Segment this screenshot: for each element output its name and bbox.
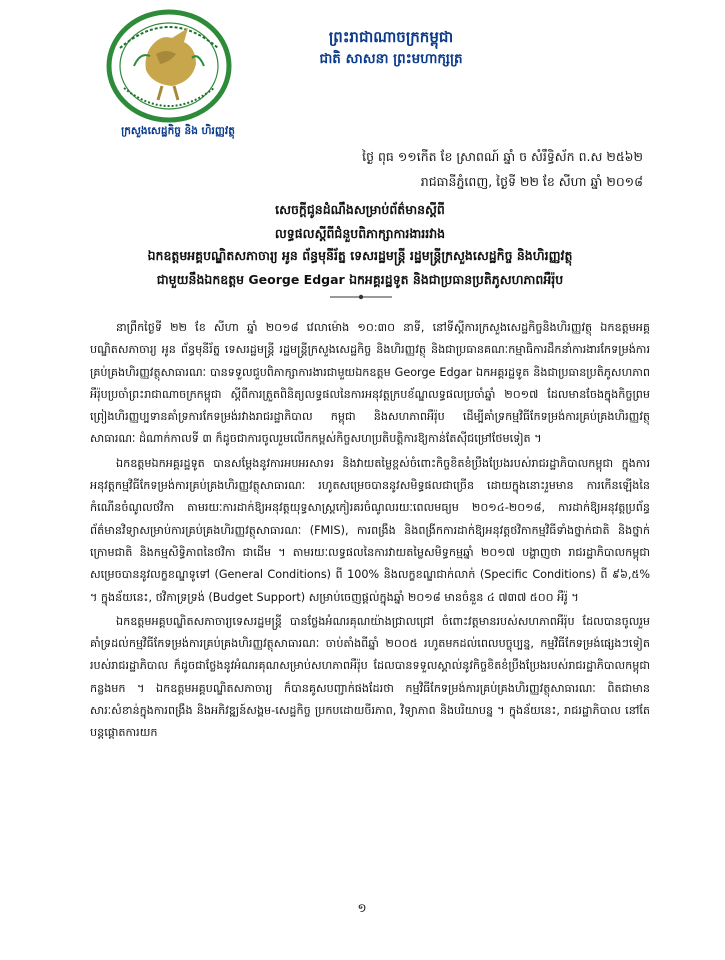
ministry-seal-logo — [100, 8, 238, 124]
title-line-1: សេចក្តីជូនដំណឹងសម្រាប់ព័ត៌មានស្តីពី — [275, 202, 445, 217]
title-line-4: ជាមួយនឹងឯកឧត្តម George Edgar ឯកអគ្គរដ្ឋទូត និងជាប្រធានប្រតិភូសហភាពអឺរ៉ុប — [156, 272, 564, 287]
ministry-name: ក្រសួងសេដ្ឋកិច្ច និង ហិរញ្ញវត្ថុ — [121, 125, 235, 137]
page-number: ១ — [357, 901, 367, 915]
paragraph-2: ឯកឧត្តមឯកអគ្គរដ្ឋទូត បានសម្តែងនូវការអបអរសាទរ និងវាយតម្លៃខ្ពស់ចំពោះកិច្ចខិតខំប្រឹងប្រែងរបស់រាជរដ្ឋាភិបាលកម្ពុជា ក្នុងការអនុវត្តកម្មវិធីកែទម្រង់ការគ្រប់គ្រងហិរញ្ញវត្ថុសាធារណៈ រហូតសម្រេចបាននូវសមិទ្ធផលជាច្រើន ដោយក្នុងនោះរួមមាន ការកើនឡើងនៃកំណើនចំណូលថវិកា តាមរយៈការដាក់ឱ្យអនុវត្តយុទ្ធសាស្ត្រកៀរគរចំណូលរយៈពេលមធ្យម ២០១៤-២០១៨, ការដាក់ឱ្យអនុវត្តប្រព័ន្ធព័ត៌មានវិទ្យាសម្រាប់ការគ្រប់គ្រងហិរញ្ញវត្ថុសាធារណៈ (FMIS), ការពង្រឹង និងពង្រីកការដាក់ឱ្យអនុវត្តថវិកាកម្មវិធីទាំងថ្នាក់ជាតិ និងថ្នាក់ក្រោមជាតិ និងកម្មសិទ្ធិភាពនៃថវិកា ជាដើម ។ តាមរយៈលទ្ធផលនៃការវាយតម្លៃសមិទ្ធកម្មឆ្នាំ ២០១៧ បង្ហាញថា រាជរដ្ឋាភិបាលកម្ពុជាសម្រេចបាននូវលក្ខខណ្ឌទូទៅ (General Conditions) ពី 100% និងលក្ខខណ្ឌជាក់លាក់ (Specific Conditions) ពី ៩៦,៥% ។ ក្នុងន័យនេះ, ថវិកាទ្រទ្រង់ (Budget Support) សម្រាប់ចេញផ្តល់ក្នុងឆ្នាំ ២០១៨ មានចំនួន ៤ ៧៣៧ ៥០០ អឺរ៉ូ ។ — [90, 456, 650, 604]
paragraph-3: ឯកឧត្តមអគ្គបណ្ឌិតសភាចារ្យទេសរដ្ឋមន្ត្រី បានថ្លែងអំណរគុណយ៉ាងជ្រាលជ្រៅ ចំពោះវត្តមានរបស់សហភាពអឺរ៉ុប ដែលបានចូលរួមគាំទ្រដល់កម្មវិធីកែទម្រង់ការគ្រប់គ្រងហិរញ្ញវត្ថុសាធារណៈ ចាប់តាំងពីឆ្នាំ ២០០៥ រហូតមកដល់ពេលបច្ចុប្បន្ន, កម្មវិធីកែទម្រង់ផ្សេងៗទៀតរបស់រាជរដ្ឋាភិបាល ក៏ដូចជាថ្លែងនូវអំណរគុណសម្រាប់សហភាពអឺរ៉ុប ដែលបានទទួលស្គាល់នូវកិច្ចខិតខំប្រឹងប្រែងរបស់រាជរដ្ឋាភិបាលកម្ពុជាកន្លងមក ។ ឯកឧត្តមអគ្គបណ្ឌិតសភាចារ្យ ក៏បានគូសបញ្ជាក់ផងដែរថា កម្មវិធីកែទម្រង់ការគ្រប់គ្រងហិរញ្ញវត្ថុសាធារណៈ ពិតជាមានសារៈសំខាន់ក្នុងការពង្រឹង និងអភិវឌ្ឍន៍សង្គម-សេដ្ឋកិច្ច ប្រកបដោយចីរភាព, វិទ្យាភាព និងបរិយាបន្ន ។ ក្នុងន័យនេះ, រាជរដ្ឋាភិបាល នៅតែបន្តផ្តោតការយក — [90, 614, 650, 740]
body-text — [90, 317, 650, 745]
lunar-date: ថ្ងៃ ពុធ ១១កើត ខែ ស្រាពណ៍ ឆ្នាំ ច សំរឹទ្ធិស័ក ព.ស ២៥៦២ — [362, 149, 643, 164]
paragraph-1: នាព្រឹកថ្ងៃទី ២២ ខែ សីហា ឆ្នាំ ២០១៨ វេលាម៉ោង ១០:៣០ នាទី, នៅទីស្តីការក្រសួងសេដ្ឋកិច្ចនិងហិរញ្ញវត្ថុ ឯកឧត្តមអគ្គបណ្ឌិតសភាចារ្យ អូន ព័ន្ធមុនីរ័ត្ន ទេសរដ្ឋមន្ត្រី រដ្ឋមន្ត្រីក្រសួងសេដ្ឋកិច្ច និងហិរញ្ញវត្ថុ និងជាប្រធានគណៈកម្មាធិការដឹកនាំការងារកែទម្រង់ការគ្រប់គ្រងហិរញ្ញវត្ថុសាធារណៈ បានទទួលជួបពិភាក្សាការងារជាមួយឯកឧត្តម George Edgar ឯកអគ្គរដ្ឋទូត និងជាប្រធានប្រតិភូសហភាពអឺរ៉ុបប្រចាំព្រះរាជាណាចក្រកម្ពុជា ស្តីពីការត្រួតពិនិត្យលទ្ធផលនៃការអនុវត្តក្របខ័ណ្ឌលទ្ធផលប្រចាំឆ្នាំ ២០១៧ ដែលមានចែងក្នុងកិច្ចព្រមព្រៀងហិរញ្ញប្បទានគាំទ្រការកែទម្រង់រវាងរាជរដ្ឋាភិបាល កម្ពុជា និងសហភាពអឺរ៉ុប ដើម្បីគាំទ្រកម្មវិធីកែទម្រង់ការគ្រប់គ្រងហិរញ្ញវត្ថុសាធារណៈ ដំណាក់កាលទី ៣ ក៏ដូចជាការចូលរួមលើកកម្ពស់កិច្ចសហប្រតិបត្តិការឱ្យកាន់តែស៊ីជម្រៅថែមទៀត ។ — [90, 321, 650, 446]
national-motto: ជាតិ សាសនា ព្រះមហាក្សត្រ — [319, 51, 463, 67]
decorative-divider — [330, 293, 392, 301]
kingdom-heading: ព្រះរាជាណាចក្រកម្ពុជា — [328, 28, 454, 46]
place-date: រាជធានីភ្នំពេញ, ថ្ងៃទី ២២ ខែ សីហា ឆ្នាំ ២០១៨ — [420, 174, 643, 189]
title-line-3: ឯកឧត្តមអគ្គបណ្ឌិតសភាចារ្យ អូន ព័ន្ធមុនីរ័ត្ន ទេសរដ្ឋមន្ត្រី រដ្ឋមន្ត្រីក្រសួងសេដ្ឋកិច្ច និងហិរញ្ញវត្ថុ — [147, 248, 573, 263]
title-line-2: លទ្ធផលស្តីពីជំនួបពិភាក្សាការងាររវាង — [274, 226, 446, 241]
